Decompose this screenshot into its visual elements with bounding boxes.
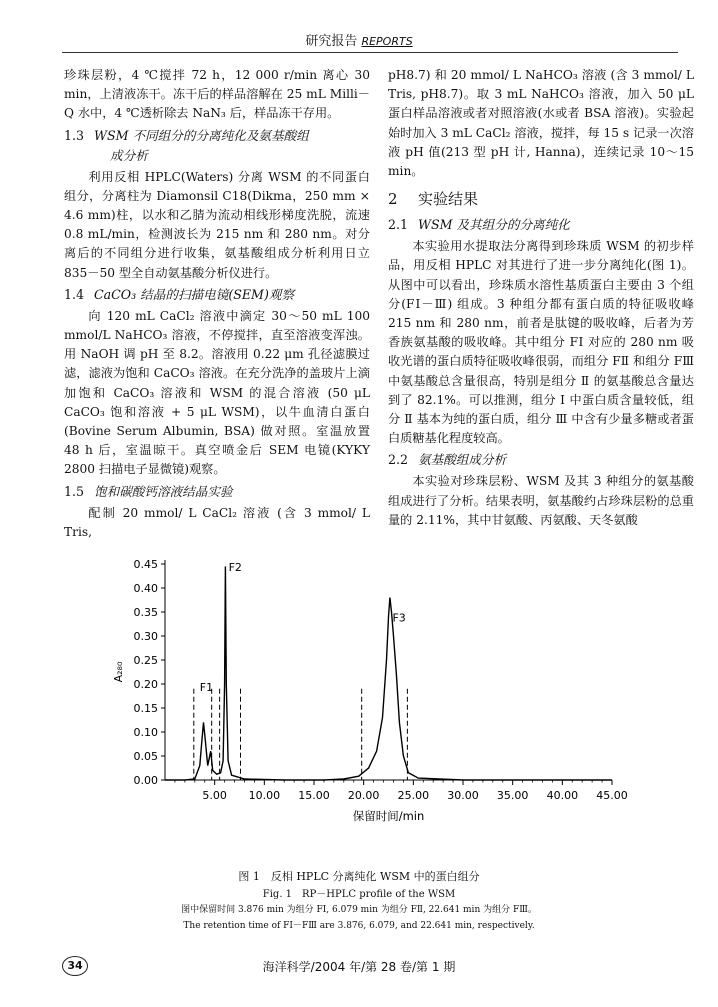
x-tick-label: 15.00 xyxy=(298,789,330,802)
y-axis-label: A₂₈₀ xyxy=(112,661,125,683)
y-tick-label: 0.30 xyxy=(133,630,158,643)
section-2-heading xyxy=(388,187,694,211)
y-tick-label: 0.35 xyxy=(133,606,158,619)
figure-caption-cn: 图 1 反相 HPLC 分离纯化 WSM 中的蛋白组分 xyxy=(238,870,480,883)
x-tick-label: 35.00 xyxy=(496,789,529,802)
section-1-4-number: 1.4 xyxy=(64,286,85,302)
x-tick-label: 30.00 xyxy=(447,789,479,802)
section-2-1-number: 2.1 xyxy=(388,217,409,233)
x-tick-label: 45.00 xyxy=(596,789,628,802)
running-header xyxy=(0,30,718,49)
y-tick-label: 0.10 xyxy=(133,726,158,739)
section-1-3-number: 1.3 xyxy=(64,127,85,143)
left-para-1: 珍珠层粉，4 ℃搅拌 72 h，12 000 r/min 离心 30 min，上清液冻干。冻干后的样品溶解在 25 mL Milli－Q 水中，4 ℃透析除去 NaN₃ 后，样品冻干存用。 xyxy=(64,68,370,121)
section-2-1-title: WSM 及其组分的分离纯化 xyxy=(418,217,570,233)
x-tick-label: 40.00 xyxy=(546,789,579,802)
peak-label: F2 xyxy=(228,561,242,575)
header-rule xyxy=(62,52,678,53)
figure-note-cn: 图中保留时间 3.876 min 为组分 FⅠ, 6.079 min 为组分 FⅡ, 22.641 min 为组分 FⅢ。 xyxy=(181,905,537,915)
figure-caption-en: Fig. 1 RP－HPLC profile of the WSM xyxy=(262,889,456,900)
peak-label: F1 xyxy=(199,681,214,695)
x-tick-label: 5.00 xyxy=(202,789,227,802)
header-title-cn: 研究报告 xyxy=(305,34,362,49)
section-1-3-title-line1: WSM 不同组分的分离纯化及氨基酸组 xyxy=(94,127,309,143)
section-2-2-heading xyxy=(388,450,694,470)
right-para-2: 本实验用水提取法分离得到珍珠质 WSM 的初步样品，用反相 HPLC 对其进行了进一步分离纯化(图 1)。从图中可以看出，珍珠质水溶性基质蛋白主要由 3 个组分(FⅠ－Ⅲ) 组成。3 种组分都有蛋白质的特征吸收峰 215 nm 和 280 nm，前者是肽键的吸收峰，后者为芳香族氨基酸的吸收峰。其中组分 FⅠ 对应的 280 nm 吸收光谱的蛋白质特征吸收峰很弱，而组分 FⅡ 和组分 FⅢ 中氨基酸总含量很高，特别是组分 Ⅱ 的氨基酸总含量达到了 82.1%。可以推测，组分 Ⅰ 中蛋白质含量较低，组分 Ⅱ 基本为纯的蛋白质，组分 Ⅲ 中含有少量多糖或者蛋白质糖基化程度较高。 xyxy=(388,239,694,446)
y-tick-label: 0.05 xyxy=(133,750,158,763)
figure-note-en: The retention time of FⅠ－FⅢ are 3.876, 6.079, and 22.641 min, respectively. xyxy=(183,921,535,931)
left-column xyxy=(64,66,370,542)
hplc-chromatogram xyxy=(100,552,640,852)
right-para-3: 本实验对珍珠层粉、WSM 及其 3 种组分的氨基酸组成进行了分析。结果表明，氨基酸约占珍珠层粉的总重量的 2.11%，其中甘氨酸、丙氨酸、天冬氨酸 xyxy=(388,474,694,527)
y-tick-label: 0.00 xyxy=(133,774,158,787)
page-number: 34 xyxy=(62,956,88,976)
journal-footer: 海洋科学/2004 年/第 28 卷/第 1 期 xyxy=(262,960,456,974)
x-axis-label: 保留时间/min xyxy=(352,809,425,823)
section-1-4-title: CaCO₃ 结晶的扫描电镜(SEM)观察 xyxy=(94,286,295,302)
y-tick-label: 0.20 xyxy=(133,678,158,691)
x-tick-label: 25.00 xyxy=(397,789,430,802)
left-para-3: 向 120 mL CaCl₂ 溶液中滴定 30～50 mL 100 mmol/L NaHCO₃ 溶液，不停搅拌，直至溶液变浑浊。用 NaOH 调 pH 至 8.2。溶液用 0.22 μm 孔径滤膜过滤，滤液为饱和 CaCO₃ 溶液。在充分洗净的盖玻片上滴加饱和 CaCO₃ 溶液和 WSM 的混合溶液 (50 μL CaCO₃ 饱和溶液 + 5 μL WSM)，以牛血清白蛋白 (Bovine Serum Albumin, BSA) 做对照。室温放置 48 h 后，室温晾干。真空喷金后 SEM 电镜(KYKY 2800 扫描电子显微镜)观察。 xyxy=(64,308,370,477)
section-2-number: 2 xyxy=(388,190,398,209)
section-2-2-number: 2.2 xyxy=(388,452,409,468)
section-1-3-title-line2: 成分析 xyxy=(110,147,148,163)
section-1-5-title: 饱和碳酸钙溶液结晶实验 xyxy=(94,483,233,499)
section-1-4-heading xyxy=(64,285,370,305)
section-2-title: 实验结果 xyxy=(418,190,479,209)
left-para-4: 配制 20 mmol/ L CaCl₂ 溶液 (含 3 mmol/ L Tris, xyxy=(64,505,370,539)
right-para-1: pH8.7) 和 20 mmol/ L NaHCO₃ 溶液 (含 3 mmol/ L Tris, pH8.7)。取 3 mL NaHCO₃ 溶液，加入 50 μL 蛋白样品溶液或者对照溶液(水或者 BSA 溶液)。实验起始时加入 3 mL CaCl₂ 溶液，搅拌，每 15 s 记录一次溶液 pH 值(213 型 pH 计, Hanna)，连续记录 10～15 min。 xyxy=(388,68,694,179)
y-tick-label: 0.25 xyxy=(133,654,158,667)
x-tick-label: 10.00 xyxy=(248,789,281,802)
header-title-en: REPORTS xyxy=(361,35,413,48)
left-para-2: 利用反相 HPLC(Waters) 分离 WSM 的不同蛋白组分，分离柱为 Diamonsil C18(Dikma，250 mm × 4.6 mm)柱，以水和乙腈为流动相线形梯度洗脱，流速 0.8 mL/min，检测波长为 215 nm 和 280 nm。对分离后的不同组分进行收集，氨基酸组成分析利用日立 835－50 型全自动氨基酸分析仪进行。 xyxy=(64,169,370,280)
y-tick-label: 0.15 xyxy=(133,702,158,715)
absorbance-trace xyxy=(165,566,612,780)
section-1-3-heading xyxy=(64,126,370,166)
peak-label: F3 xyxy=(392,611,406,625)
section-2-2-title: 氨基酸组成分析 xyxy=(418,452,507,468)
section-1-5-number: 1.5 xyxy=(64,483,85,499)
section-2-1-heading xyxy=(388,215,694,235)
y-tick-label: 0.40 xyxy=(133,582,158,595)
y-tick-label: 0.45 xyxy=(133,558,158,571)
right-column xyxy=(388,66,694,530)
section-1-5-heading xyxy=(64,482,370,502)
x-tick-label: 20.00 xyxy=(347,789,380,802)
